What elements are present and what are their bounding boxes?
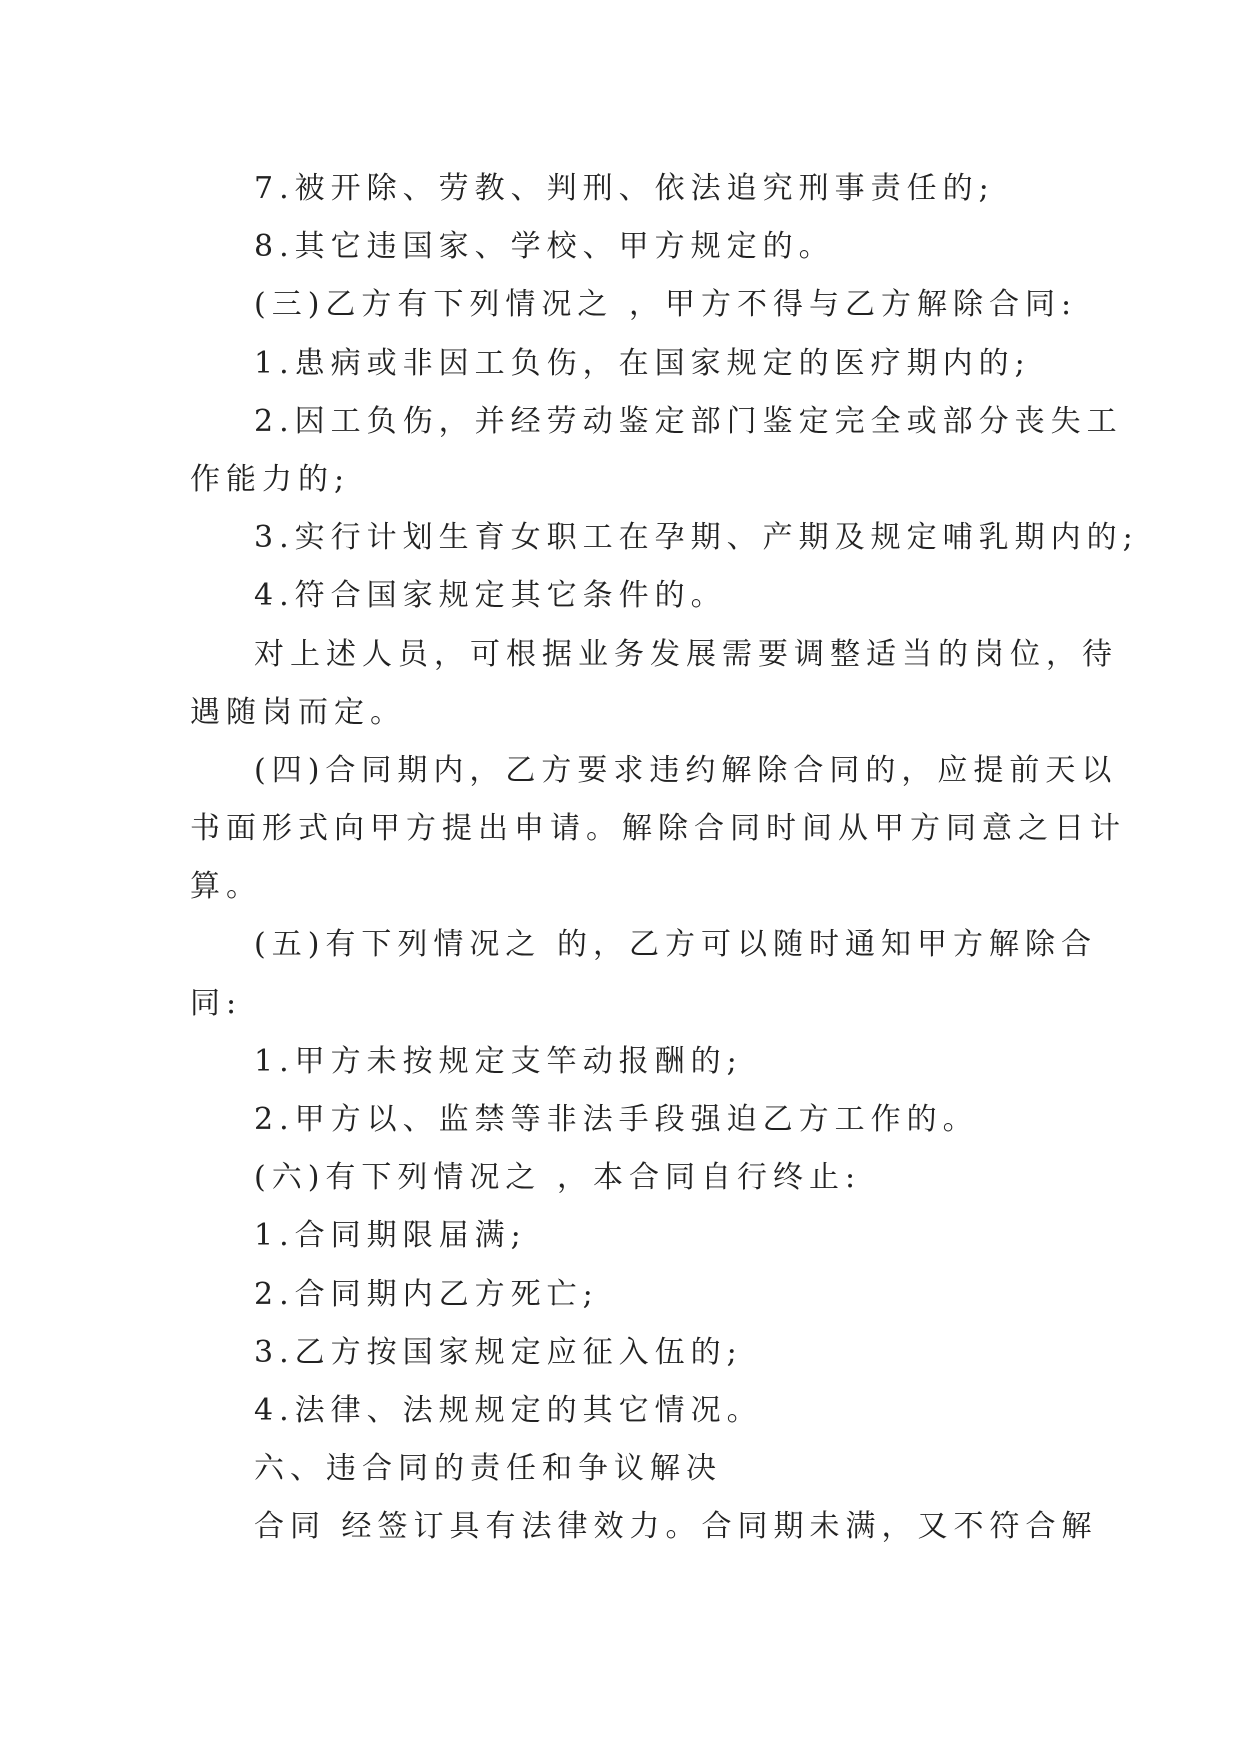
clause-line-2: 8.其它违国家、学校、甲方规定的。	[254, 229, 835, 265]
paragraph-line-15: 同:	[190, 985, 243, 1021]
clause-line-5: 2.因工负伤，并经劳动鉴定部门鉴定完全或部分丧失工	[254, 403, 1123, 439]
paragraph-line-9: 对上述人员，可根据业务发展需要调整适当的岗位，待	[254, 636, 1118, 672]
clause-line-21: 3.乙方按国家规定应征入伍的;	[254, 1334, 743, 1370]
paragraph-line-12: 书面形式向甲方提出申请。解除合同时间从甲方同意之日计	[190, 811, 1126, 847]
clause-line-20: 2.合同期内乙方死亡;	[254, 1276, 599, 1312]
clause-line-22: 4.法律、法规规定的其它情况。	[254, 1392, 763, 1428]
paragraph-line-24: 合同 经签订具有法律效力。合同期未满，又不符合解	[254, 1509, 1098, 1545]
clause-line-8: 4.符合国家规定其它条件的。	[254, 578, 727, 614]
section-4-heading: (四)合同期内，乙方要求违约解除合同的，应提前天以	[254, 752, 1118, 788]
paragraph-line-13: 算。	[190, 869, 262, 905]
clause-line-17: 2.甲方以、监禁等非法手段强迫乙方工作的。	[254, 1102, 979, 1137]
clause-line-19: 1.合同期限届满;	[254, 1218, 527, 1254]
clause-line-16: 1.甲方未按规定支竿动报酬的;	[254, 1043, 743, 1079]
clause-line-7: 3.实行计划生育女职工在孕期、产期及规定哺乳期内的;	[254, 520, 1139, 556]
article-6-heading: 六、违合同的责任和争议解决	[254, 1451, 722, 1487]
document-body	[190, 160, 1139, 1557]
clause-line-1: 7.被开除、劳教、判刑、依法追究刑事责任的;	[254, 171, 995, 206]
paragraph-line-10: 遇随岗而定。	[190, 694, 406, 730]
section-6-heading: (六)有下列情况之 ，本合同自行终止:	[254, 1160, 862, 1196]
clause-line-4: 1.患病或非因工负伤，在国家规定的医疗期内的;	[254, 345, 1031, 381]
clause-line-6: 作能力的;	[190, 461, 351, 497]
section-3-heading: (三)乙方有下列情况之 ，甲方不得与乙方解除合同:	[254, 287, 1078, 323]
section-5-heading: (五)有下列情况之 的，乙方可以随时通知甲方解除合	[254, 927, 1097, 963]
